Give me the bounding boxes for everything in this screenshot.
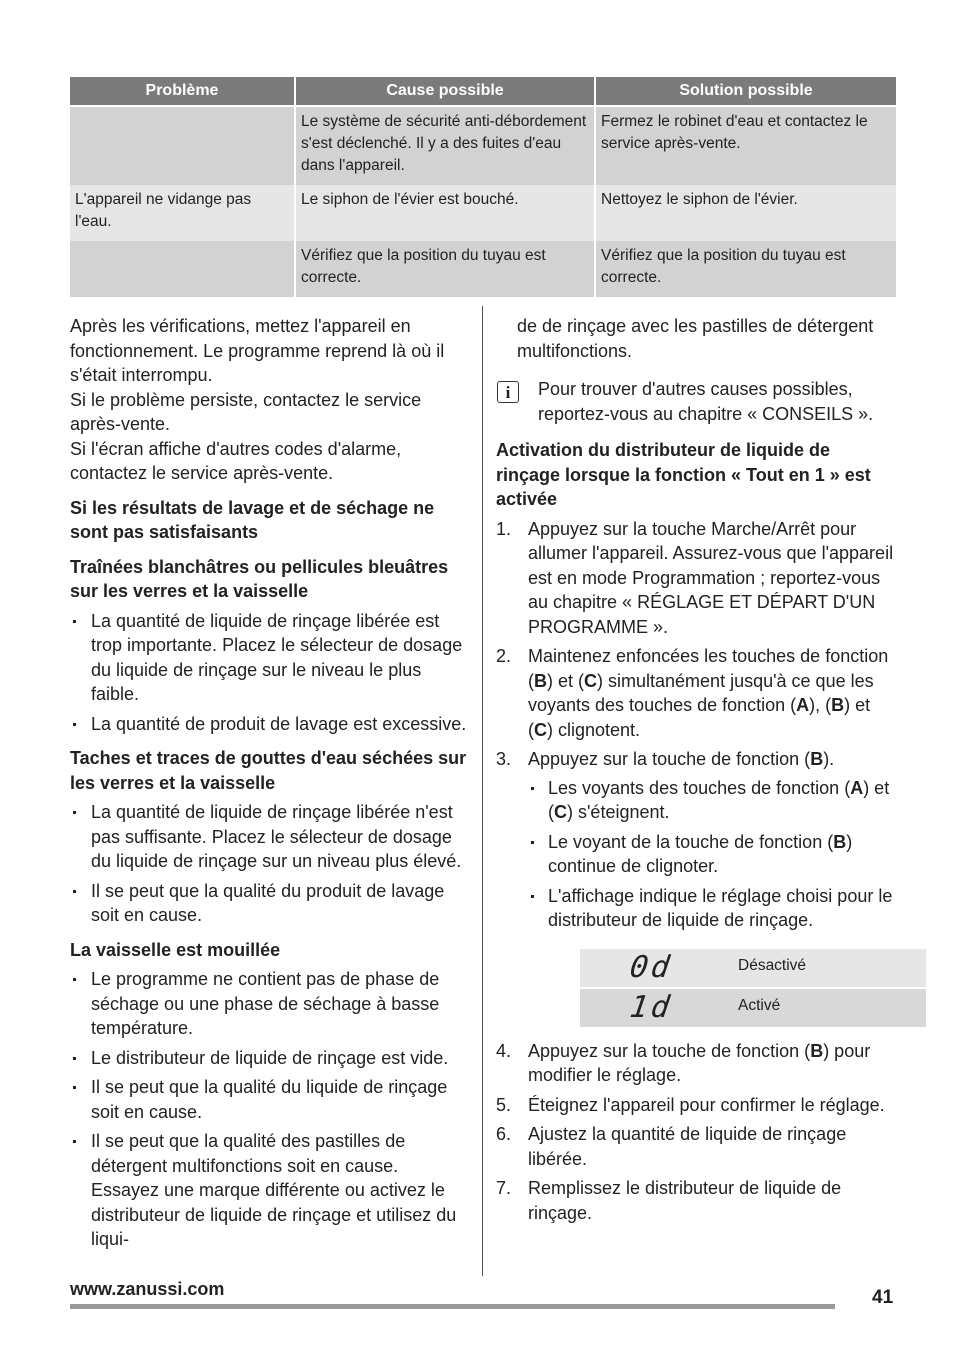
intro-paragraph: Si le problème persiste, contactez le service après-vente. xyxy=(70,389,422,434)
bullet-list xyxy=(70,800,468,928)
list-item: La quantité de liquide de rinçage libérée n'est pas suffisante. Placez le sélecteur de dosage du liquide de rinçage sur un niveau plus élevé. xyxy=(70,800,468,874)
step-text: ) continue de clignoter. xyxy=(548,831,853,876)
key-b: B xyxy=(810,749,824,769)
bullet-list xyxy=(70,609,468,737)
table-cell: Vérifiez que la position du tuyau est correcte. xyxy=(296,241,594,297)
step-number: 2. xyxy=(496,646,512,666)
step-text: Appuyez sur la touche de fonction ( xyxy=(528,1040,811,1061)
section-heading: Taches et traces de gouttes d'eau séchées sur les verres et la vaisselle xyxy=(70,748,467,793)
list-item xyxy=(528,776,896,825)
display-settings-table xyxy=(580,947,926,1029)
step-text: ) et ( xyxy=(548,777,890,822)
list-item xyxy=(496,517,896,640)
list-item: Il se peut que la qualité du produit de lavage soit en cause. xyxy=(70,879,468,928)
list-item xyxy=(496,644,896,742)
step-text: ) pour modifier le réglage. xyxy=(528,1040,871,1085)
section-heading: Si les résultats de lavage et de séchage ne sont pas satisfaisants xyxy=(70,497,435,542)
table-row xyxy=(70,185,896,241)
step-number: 4. xyxy=(496,1040,512,1061)
header-problem: Problème xyxy=(70,77,294,107)
segment-display-code: 0d xyxy=(627,949,675,985)
step-text: ) s'éteignent. xyxy=(567,802,670,822)
intro-paragraph: Si l'écran affiche d'autres codes d'alarme, contactez le service après-vente. xyxy=(70,438,402,483)
page-number: 41 xyxy=(872,1287,894,1308)
section-heading: Traînées blanchâtres ou pellicules bleuâtres sur les verres et la vaisselle xyxy=(70,556,449,601)
footer-website-link[interactable]: www.zanussi.com xyxy=(70,1279,225,1299)
list-item xyxy=(496,1093,896,1118)
display-code-cell xyxy=(580,989,732,1027)
step-text: ). xyxy=(823,749,835,769)
step-number: 7. xyxy=(496,1178,512,1198)
table-cell xyxy=(70,241,294,297)
step-text: ) simultanément jusqu'à ce que les voyants des touches de fonction ( xyxy=(528,670,874,715)
table-row xyxy=(70,241,896,297)
right-column xyxy=(496,314,896,1230)
table-row xyxy=(580,989,926,1027)
key-b: B xyxy=(810,1040,824,1061)
list-item: Le programme ne contient pas de phase de séchage ou une phase de séchage à basse température. xyxy=(70,967,468,1041)
key-b: B xyxy=(831,695,845,715)
list-item: La quantité de liquide de rinçage libérée est trop importante. Placez le sélecteur de dosage du liquide de rinçage sur le niveau le plus faible. xyxy=(70,609,468,707)
display-label: Activé xyxy=(732,989,926,1027)
table-cell: Fermez le robinet d'eau et contactez le service après-vente. xyxy=(596,107,896,185)
step-number: 5. xyxy=(496,1094,512,1115)
info-note xyxy=(496,377,896,426)
table-row xyxy=(70,107,896,185)
table-row xyxy=(580,949,926,987)
list-item xyxy=(528,830,896,879)
table-cell: Vérifiez que la position du tuyau est correcte. xyxy=(596,241,896,297)
step-text: ) clignotent. xyxy=(547,719,641,740)
list-item: La quantité de produit de lavage est excessive. xyxy=(70,712,468,737)
header-cause: Cause possible xyxy=(296,77,594,107)
step-text: Ajustez la quantité de liquide de rinçage libérée. xyxy=(528,1124,847,1169)
key-a: A xyxy=(796,695,810,715)
key-b: B xyxy=(833,831,847,852)
troubleshooting-table xyxy=(68,77,898,297)
list-item xyxy=(496,1122,896,1171)
table-cell: Nettoyez le siphon de l'évier. xyxy=(596,185,896,241)
steps-list xyxy=(496,517,896,1226)
bullet-list xyxy=(528,776,896,933)
list-item: Il se peut que la qualité des pastilles de détergent multifonctions soit en cause. Essayez une marque différente ou activez le distributeur de liquide de rinçage et utilisez du liqui- xyxy=(70,1129,468,1252)
step-text: Appuyez sur la touche Marche/Arrêt pour allumer l'appareil. Assurez-vous que l'appareil est en mode Programmation ; reportez-vous au chapitre « RÉGLAGE ET DÉPART D'UN PROGRAMME ». xyxy=(528,518,894,637)
table-cell: Le système de sécurité anti-débordement s'est déclenché. Il y a des fuites d'eau dans l'appareil. xyxy=(296,107,594,185)
table-cell: L'appareil ne vidange pas l'eau. xyxy=(70,185,294,241)
table-cell xyxy=(70,107,294,185)
list-item: Le distributeur de liquide de rinçage est vide. xyxy=(70,1046,468,1071)
step-text: Remplissez le distributeur de liquide de rinçage. xyxy=(528,1178,842,1223)
continuation-text: de de rinçage avec les pastilles de détergent multifonctions. xyxy=(517,316,874,361)
column-divider xyxy=(482,306,483,1276)
footer-rule xyxy=(70,1304,835,1309)
section-heading: Activation du distributeur de liquide de rinçage lorsque la fonction « Tout en 1 » est activée xyxy=(496,440,871,509)
step-text: Maintenez enfoncées les touches de fonction ( xyxy=(528,646,889,691)
step-text: ) et ( xyxy=(528,695,871,740)
bullet-list xyxy=(70,967,468,1252)
intro-paragraph: Après les vérifications, mettez l'appareil en fonctionnement. Le programme reprend là où il s'était interrompu. xyxy=(70,316,445,385)
display-code-cell xyxy=(580,949,732,987)
info-text: Pour trouver d'autres causes possibles, reportez-vous au chapitre « CONSEILS ». xyxy=(538,379,874,424)
step-text: Appuyez sur la touche de fonction ( xyxy=(528,749,811,769)
left-column xyxy=(70,314,468,1257)
info-icon: i xyxy=(497,381,519,403)
step-number: 6. xyxy=(496,1124,512,1144)
step-text: ), ( xyxy=(809,695,832,715)
section-heading: La vaisselle est mouillée xyxy=(70,939,281,960)
step-number: 1. xyxy=(496,518,512,539)
key-c: C xyxy=(554,802,567,822)
key-b: B xyxy=(534,670,547,691)
key-c: C xyxy=(584,670,598,691)
table-cell: Le siphon de l'évier est bouché. xyxy=(296,185,594,241)
step-text: Les voyants des touches de fonction ( xyxy=(548,777,851,798)
segment-display-code: 1d xyxy=(627,989,675,1025)
header-solution: Solution possible xyxy=(596,77,896,107)
key-a: A xyxy=(850,777,864,798)
table-header-row xyxy=(70,77,896,107)
list-item: L'affichage indique le réglage choisi pour le distributeur de liquide de rinçage. xyxy=(528,884,896,933)
list-item: Il se peut que la qualité du liquide de rinçage soit en cause. xyxy=(70,1075,468,1124)
step-number: 3. xyxy=(496,749,512,769)
list-item xyxy=(496,1176,896,1225)
step-text: Éteignez l'appareil pour confirmer le réglage. xyxy=(528,1094,885,1115)
display-label: Désactivé xyxy=(732,949,926,987)
step-text: ) et ( xyxy=(547,670,585,691)
step-text: Le voyant de la touche de fonction ( xyxy=(548,831,834,852)
key-c: C xyxy=(534,719,547,740)
list-item xyxy=(496,1039,896,1088)
list-item xyxy=(496,747,896,1029)
